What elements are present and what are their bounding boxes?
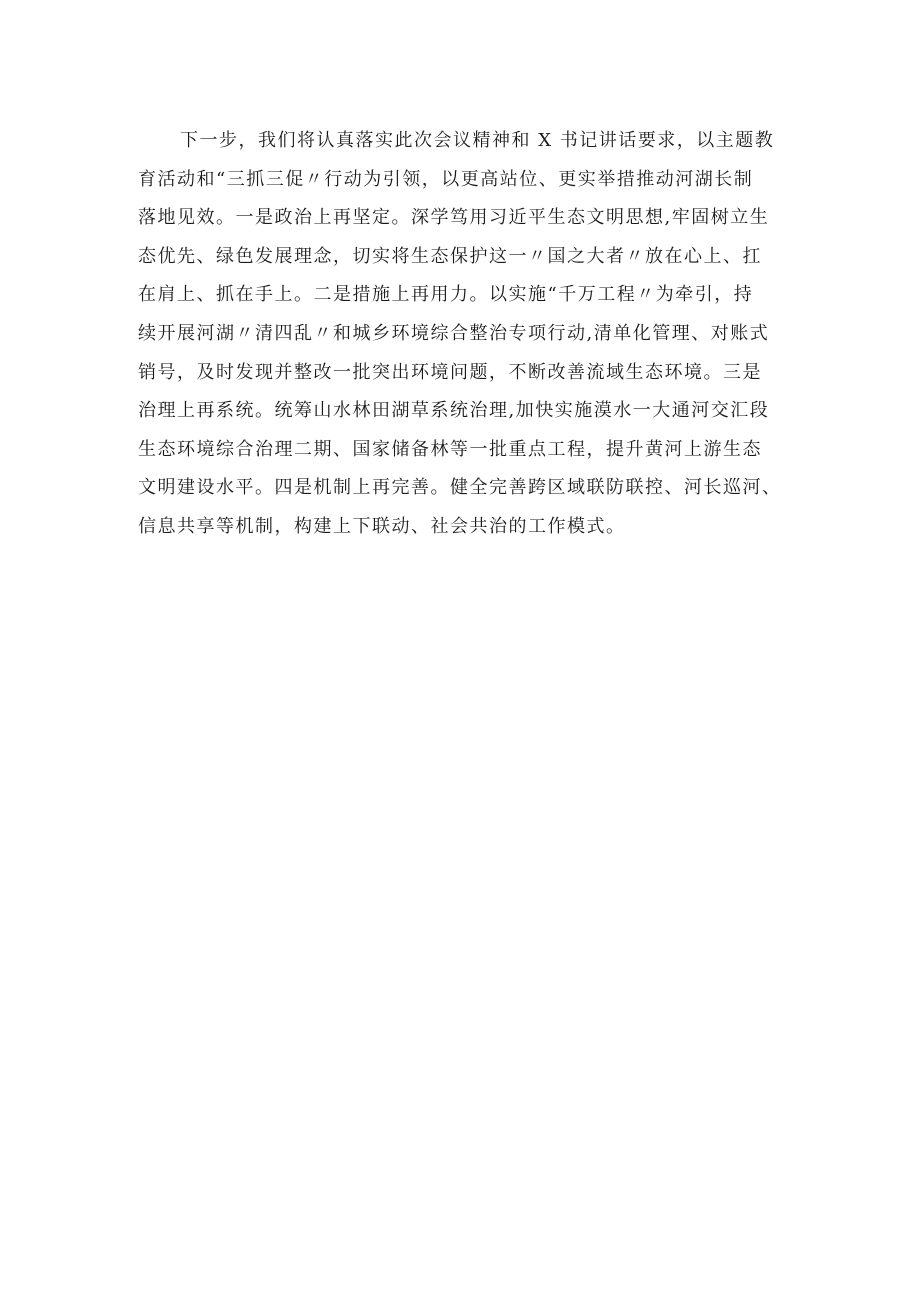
paragraph-line-5: 在肩上、抓在手上。二是措施上再用力。以实施“千万工程〃为牵引，持 <box>138 284 754 306</box>
paragraph-line-1: 下一步，我们将认真落实此次会议精神和 X 书记讲话要求，以主题教 <box>180 130 775 151</box>
paragraph-line-8: 治理上再系统。统筹山水林田湖草系统治理,加快实施漠水一大通河交汇段 <box>138 400 770 422</box>
paragraph-line-3: 落地见效。一是政治上再坚定。深学笃用习近平生态文明思想,牢固树立生 <box>138 207 770 229</box>
paragraph-line-6: 续开展河湖〃清四乱〃和城乡环境综合整治专项行动,清单化管理、对账式 <box>138 322 770 344</box>
paragraph-line-11: 信息共享等机制，构建上下联动、社会共治的工作模式。 <box>138 515 626 537</box>
paragraph-line-10: 文明建设水平。四是机制上再完善。健全完善跨区域联防联控、河长巡河、 <box>138 477 782 499</box>
paragraph-line-4: 态优先、绿色发展理念，切实将生态保护这一〃国之大者〃放在心上、扛 <box>138 245 762 267</box>
paragraph-line-2: 育活动和“三抓三促〃行动为引领，以更高站位、更实举措推动河湖长制 <box>138 168 754 190</box>
body-paragraph <box>138 122 798 547</box>
paragraph-line-9: 生态环境综合治理二期、国家储备林等一批重点工程，提升黄河上游生态 <box>138 438 762 460</box>
paragraph-line-7: 销号，及时发现并整改一批突出环境问题，不断改善流域生态环境。三是 <box>138 361 762 383</box>
